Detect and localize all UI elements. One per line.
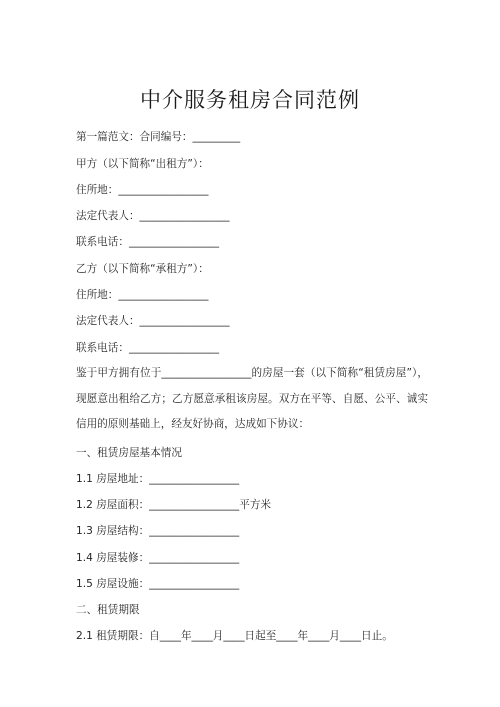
contract-number-line: 第一篇范文：合同编号：_________	[76, 131, 241, 143]
party-b-address: 住所地：_________________	[76, 289, 209, 301]
party-a-phone: 联系电话：_________________	[76, 236, 220, 248]
clause-1-3: 1.3 房屋结构：_________________	[76, 525, 240, 537]
clause-1-4: 1.4 房屋装修：_________________	[76, 552, 240, 564]
party-a-representative: 法定代表人：_________________	[76, 210, 230, 222]
party-a-address: 住所地：_________________	[76, 184, 209, 196]
clause-1-5: 1.5 房屋设施：_________________	[76, 578, 240, 590]
party-a-heading: 甲方（以下简称“出租方”）：	[76, 158, 209, 170]
clause-1-1: 1.1 房屋地址：_________________	[76, 473, 240, 485]
clause-2-1: 2.1 租赁期限：自____年____月____日起至____年____月____日止。	[76, 630, 393, 642]
document-title: 中介服务租房合同范例	[140, 88, 360, 112]
party-b-phone: 联系电话：_________________	[76, 342, 220, 354]
section-2-heading: 二、租赁期限	[76, 604, 140, 616]
preamble-paragraph: 鉴于甲方拥有位于_________________的房屋一套（以下简称“租赁房屋”），现愿意出租给乙方；乙方愿意承租该房屋。双方在平等、自愿、公平、诚实信用的原则基础上，经友好协商，达成如下协议：	[76, 367, 428, 430]
section-1-heading: 一、租赁房屋基本情况	[76, 447, 182, 459]
party-b-representative: 法定代表人：_________________	[76, 315, 230, 327]
party-b-heading: 乙方（以下简称“承租方”）：	[76, 263, 209, 275]
clause-1-2: 1.2 房屋面积：_________________平方米	[76, 499, 272, 511]
